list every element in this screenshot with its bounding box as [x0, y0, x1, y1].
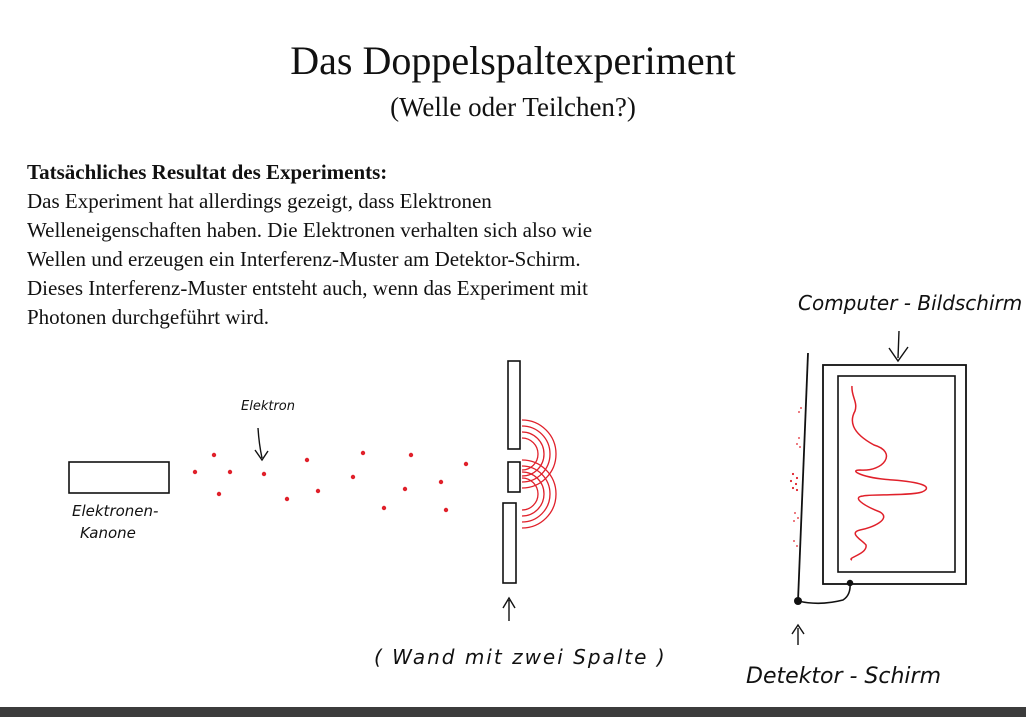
electron-dot — [217, 492, 221, 496]
gun-label-line1: Elektronen- — [72, 502, 159, 520]
bottom-bar — [0, 707, 1026, 717]
electron-dot — [464, 462, 468, 466]
wave-arc — [522, 466, 550, 522]
interference-pattern-graph — [851, 386, 927, 560]
wave-arc — [522, 478, 538, 510]
electron-particles — [193, 451, 468, 512]
interference-waves — [522, 420, 556, 528]
section-text-line: Dieses Interferenz-Muster entsteht auch, wenn das Experiment mit — [27, 276, 588, 300]
wave-arc — [522, 426, 550, 482]
electron-arrow — [255, 428, 268, 460]
section-text-line: Photonen durchgeführt wird. — [27, 305, 270, 329]
electron-dot — [262, 472, 266, 476]
electron-dot — [351, 475, 355, 479]
wall-segment-middle — [508, 462, 520, 492]
electron-gun — [69, 462, 169, 493]
section-text-line: Welleneigenschaften haben. Die Elektronen verhalten sich also wie — [27, 218, 593, 242]
wave-arc — [522, 438, 538, 470]
wall-segment-top — [508, 361, 520, 449]
wall-segment-bottom — [503, 503, 516, 583]
wall-arrow — [503, 598, 515, 621]
computer-screen-label: Computer - Bildschirm — [798, 291, 1023, 315]
electron-dot — [382, 506, 386, 510]
wall-label: ( Wand mit zwei Spalte ) — [374, 645, 667, 669]
electron-dot — [316, 489, 320, 493]
double-slit-wall — [503, 361, 520, 583]
electron-dot — [305, 458, 309, 462]
page-title: Das Doppelspaltexperiment — [290, 38, 736, 83]
electron-dot — [212, 453, 216, 457]
section-text-line: Wellen und erzeugen ein Interferenz-Muster am Detektor-Schirm. — [27, 247, 581, 271]
electron-dot — [403, 487, 407, 491]
electron-dot — [193, 470, 197, 474]
electron-dot — [444, 508, 448, 512]
detector-hits — [790, 407, 802, 547]
detector-label: Detektor - Schirm — [746, 664, 942, 689]
monitor-arrow — [889, 331, 908, 361]
wave-arc — [522, 420, 556, 488]
electron-dot — [285, 497, 289, 501]
section-heading: Tatsächliches Resultat des Experiments: — [27, 160, 388, 184]
electron-dot — [409, 453, 413, 457]
computer-monitor — [823, 365, 966, 584]
detector-arrow — [792, 625, 804, 645]
page-subtitle: (Welle oder Teilchen?) — [390, 92, 636, 122]
cable — [798, 583, 850, 603]
gun-label-line2: Kanone — [80, 524, 136, 542]
electron-dot — [228, 470, 232, 474]
electron-dot — [439, 480, 443, 484]
wave-arc — [522, 460, 556, 528]
electron-label: Elektron — [241, 399, 295, 414]
section-text-line: Das Experiment hat allerdings gezeigt, dass Elektronen — [27, 189, 492, 213]
detector-screen — [798, 353, 808, 601]
electron-dot — [361, 451, 365, 455]
